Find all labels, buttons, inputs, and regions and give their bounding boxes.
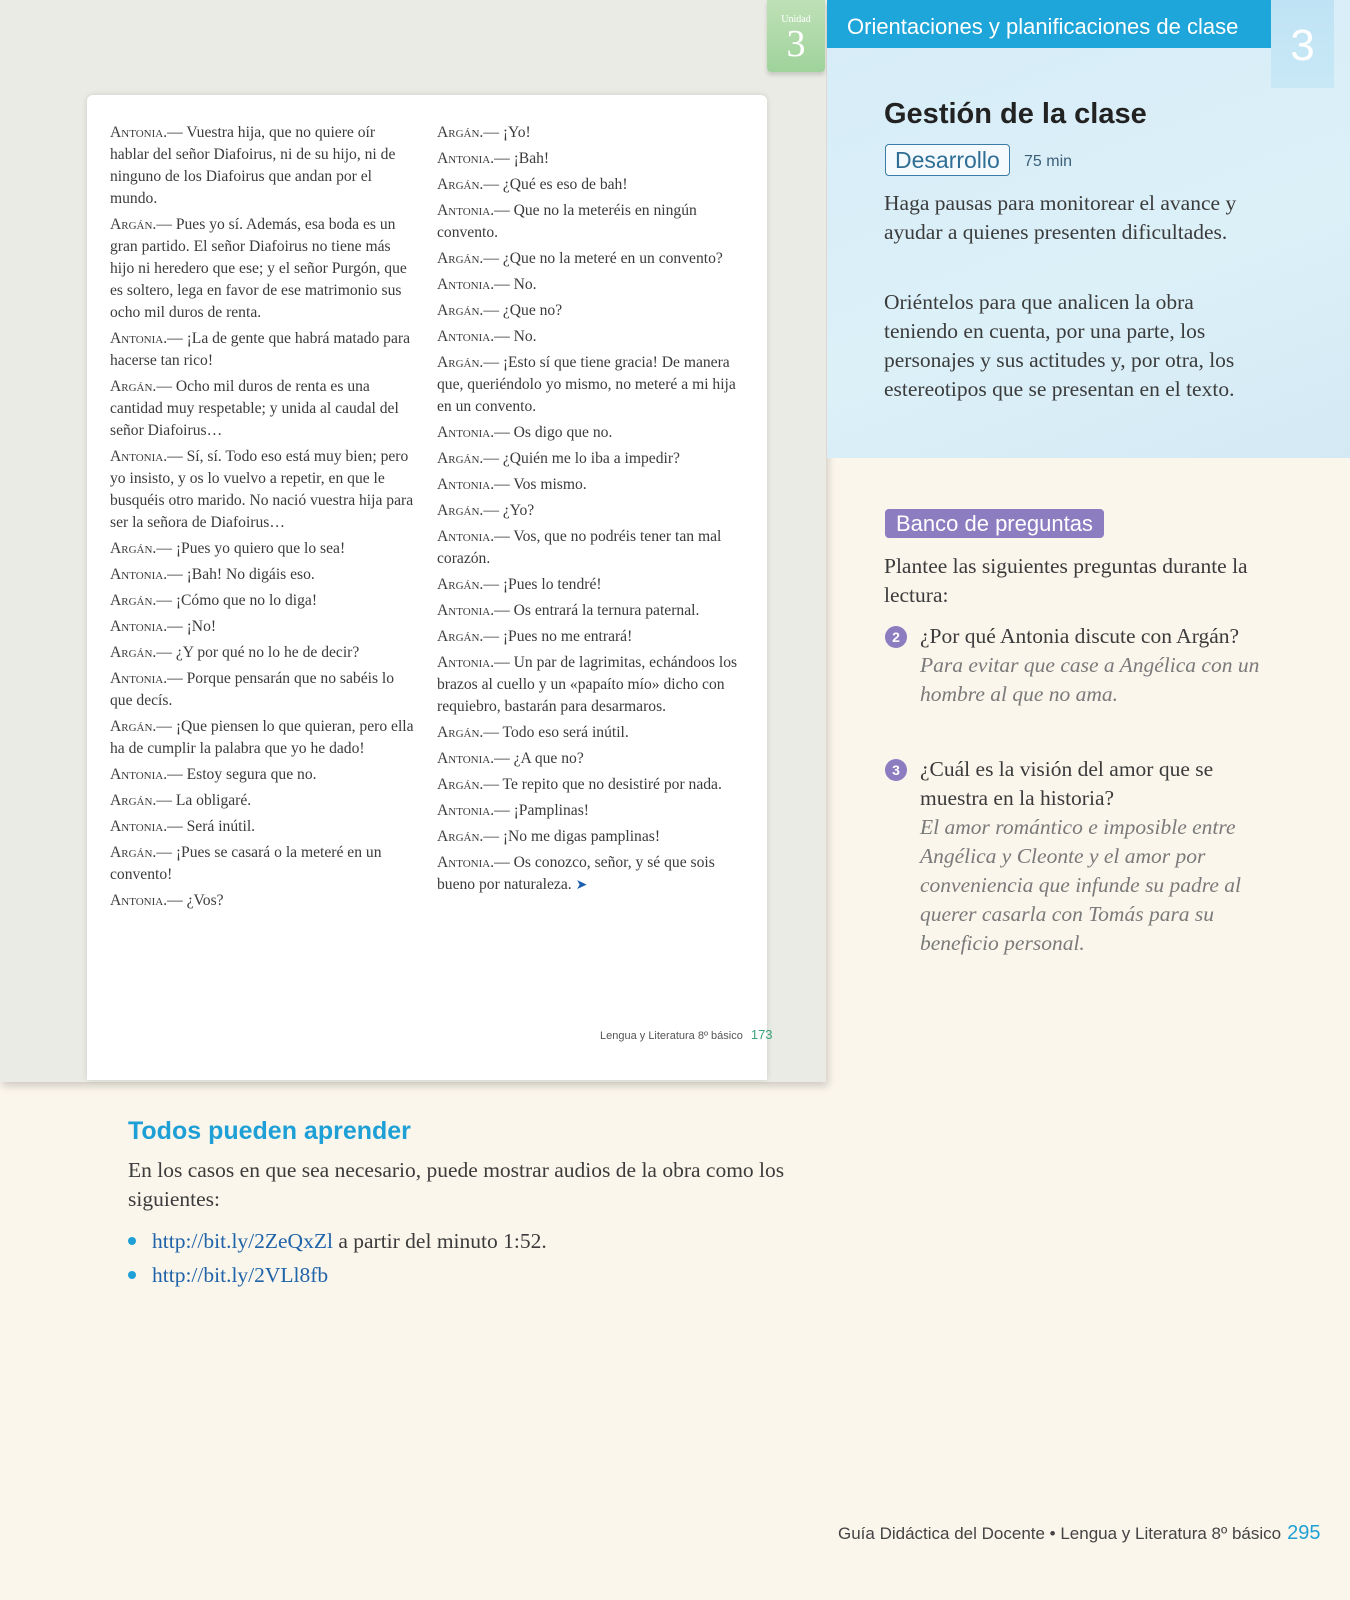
speaker-name: Argán.—	[437, 354, 499, 371]
dialogue-text: Te repito que no desistiré por nada.	[498, 776, 722, 793]
header-title: Orientaciones y planificaciones de clase	[847, 14, 1239, 39]
dialogue-line	[110, 890, 416, 912]
dialogue-text: ¡Pues no me entrará!	[498, 628, 633, 645]
speaker-name: Antonia.—	[437, 476, 510, 493]
dialogue-line	[437, 852, 747, 896]
speaker-name: Antonia.—	[437, 750, 510, 767]
dialogue-text: ¿A que no?	[509, 750, 584, 767]
speaker-name: Argán.—	[110, 216, 172, 233]
dialogue-text: ¡No me digas pamplinas!	[498, 828, 661, 845]
dialogue-line	[437, 652, 747, 718]
dialogue-text: Os entrará la ternura paternal.	[509, 602, 700, 619]
dialogue-text: Será inútil.	[182, 818, 256, 835]
dialogue-text: ¡Pues lo tendré!	[498, 576, 602, 593]
speaker-name: Antonia.—	[437, 802, 510, 819]
dialogue-column-right	[437, 122, 747, 900]
dialogue-text: La obligaré.	[171, 792, 252, 809]
dialogue-line	[110, 642, 416, 664]
list-item	[128, 1224, 547, 1258]
speaker-name: Argán.—	[110, 378, 172, 395]
dialogue-text: ¡La de gente que habrá matado para hacerse tan rico!	[110, 330, 411, 369]
dialogue-text: Vos, que no podréis tener tan mal corazón.	[437, 528, 722, 567]
speaker-name: Argán.—	[437, 124, 499, 141]
question-item	[885, 755, 1270, 958]
dialogue-line	[437, 626, 747, 648]
speaker-name: Antonia.—	[110, 566, 183, 583]
speaker-name: Argán.—	[110, 592, 172, 609]
dialogue-line	[437, 826, 747, 848]
dialogue-line	[110, 376, 416, 442]
dialogue-line	[437, 500, 747, 522]
gestion-title: Gestión de la clase	[884, 98, 1147, 130]
dialogue-line	[110, 214, 416, 324]
dialogue-text: ¿Vos?	[182, 892, 224, 909]
question-answer: Para evitar que case a Angélica con un hombre al que no ama.	[920, 653, 1260, 706]
dialogue-line	[437, 526, 747, 570]
unit-tab	[767, 0, 825, 72]
unit-tab-number: 3	[786, 23, 806, 65]
dialogue-line	[437, 722, 747, 744]
question-text: ¿Cuál es la visión del amor que se muestra en la historia?	[920, 757, 1214, 810]
dialogue-text: ¿Qué es eso de bah!	[498, 176, 628, 193]
speaker-name: Argán.—	[437, 502, 499, 519]
speaker-name: Antonia.—	[437, 424, 510, 441]
speaker-name: Antonia.—	[110, 124, 183, 141]
dialogue-line	[437, 448, 747, 470]
dialogue-text: ¡Esto sí que tiene gracia! De manera que, queriéndolo yo mismo, no meteré a mi hija en un convento.	[437, 354, 736, 415]
dialogue-line	[437, 326, 747, 348]
banco-intro: Plantee las siguientes preguntas durante la lectura:	[884, 554, 1248, 607]
dialogue-line	[110, 538, 416, 560]
dialogue-line	[437, 574, 747, 596]
speaker-name: Argán.—	[110, 540, 172, 557]
bullet-icon	[128, 1237, 136, 1245]
book-footer-text: Lengua y Literatura 8º básico	[600, 1030, 743, 1042]
speaker-name: Antonia.—	[437, 602, 510, 619]
book-page-number: 173	[750, 1027, 773, 1042]
audio-link-1[interactable]: http://bit.ly/2ZeQxZl	[152, 1229, 333, 1253]
speaker-name: Argán.—	[437, 576, 499, 593]
speaker-name: Antonia.—	[110, 766, 183, 783]
speaker-name: Argán.—	[437, 302, 499, 319]
dialogue-text: Ocho mil duros de renta es una cantidad muy respetable; y unida al caudal del señor Diafoirus…	[110, 378, 399, 439]
dialogue-line	[437, 474, 747, 496]
question-number: 2	[885, 626, 907, 648]
dialogue-line	[110, 842, 416, 886]
dialogue-line	[437, 122, 747, 144]
question-item	[885, 622, 1270, 709]
dialogue-line	[437, 600, 747, 622]
dialogue-text: ¡Pues yo quiero que lo sea!	[171, 540, 346, 557]
dialogue-line	[437, 352, 747, 418]
speaker-name: Argán.—	[437, 828, 499, 845]
speaker-name: Antonia.—	[437, 328, 510, 345]
dialogue-text: No.	[509, 276, 537, 293]
desarrollo-badge: Desarrollo	[885, 144, 1010, 176]
dialogue-line	[437, 800, 747, 822]
dialogue-text: Todo eso será inútil.	[498, 724, 629, 741]
dialogue-line	[110, 668, 416, 712]
dialogue-text: ¡No!	[182, 618, 217, 635]
dialogue-line	[437, 422, 747, 444]
dialogue-text: Pues yo sí. Además, esa boda es un gran partido. El señor Diafoirus no tiene más hijo ni heredero que ese; y el señor Purgón, que es soltero, lega en favor de ese matrimonio sus ocho mil duros de renta.	[110, 216, 407, 321]
dialogue-column-left	[110, 122, 416, 916]
dialogue-line	[110, 764, 416, 786]
speaker-name: Antonia.—	[110, 618, 183, 635]
dialogue-line	[110, 328, 416, 372]
dialogue-text: ¿Que no la meteré en un convento?	[498, 250, 723, 267]
page-footer	[838, 1522, 1320, 1545]
gestion-paragraph-2: Oriéntelos para que analicen la obra teniendo en cuenta, por una parte, los personajes y sus actitudes y, por otra, los estereotipos que se presentan en el texto.	[884, 290, 1235, 401]
page-footer-text: Guía Didáctica del Docente • Lengua y Literatura 8º básico	[838, 1524, 1282, 1543]
continue-arrow-icon: ➤	[575, 877, 588, 893]
dialogue-text: ¡Cómo que no lo diga!	[171, 592, 318, 609]
dialogue-text: ¿Yo?	[498, 502, 535, 519]
dialogue-text: ¡Pamplinas!	[509, 802, 589, 819]
audio-link-2[interactable]: http://bit.ly/2VLl8fb	[152, 1263, 329, 1287]
speaker-name: Antonia.—	[437, 202, 510, 219]
dialogue-text: ¿Y por qué no lo he de decir?	[171, 644, 360, 661]
dialogue-line	[437, 248, 747, 270]
speaker-name: Argán.—	[437, 250, 499, 267]
dialogue-text: ¡Bah! No digáis eso.	[182, 566, 315, 583]
dialogue-text: Sí, sí. Todo eso está muy bien; pero yo insisto, y os lo vuelvo a repetir, en que le busquéis otro marido. No nació vuestra hija para ser la señora de Diafoirus…	[110, 448, 414, 531]
speaker-name: Antonia.—	[437, 854, 510, 871]
dialogue-line	[437, 148, 747, 170]
speaker-name: Antonia.—	[110, 670, 183, 687]
dialogue-line	[437, 774, 747, 796]
dialogue-line	[110, 790, 416, 812]
banco-preguntas-badge: Banco de preguntas	[885, 509, 1104, 538]
dialogue-line	[110, 590, 416, 612]
dialogue-line	[437, 274, 747, 296]
dialogue-line	[437, 300, 747, 322]
dialogue-line	[110, 816, 416, 838]
dialogue-text: Que no la meteréis en ningún convento.	[437, 202, 697, 241]
dialogue-text: Un par de lagrimitas, echándoos los brazos al cuello y un «papaíto mío» dicho con requiebro, bastarán para desarmaros.	[437, 654, 738, 715]
book-footer	[600, 1027, 773, 1042]
speaker-name: Antonia.—	[110, 892, 183, 909]
speaker-name: Argán.—	[437, 176, 499, 193]
dialogue-text: Os conozco, señor, y sé que sois bueno por naturaleza.	[437, 854, 715, 893]
dialogue-line	[110, 616, 416, 638]
dialogue-line	[110, 122, 416, 210]
question-number: 3	[885, 759, 907, 781]
speaker-name: Antonia.—	[437, 150, 510, 167]
question-answer: El amor romántico e imposible entre Angélica y Cleonte y el amor por conveniencia que infunde su padre al querer casarla con Tomás para su beneficio personal.	[920, 815, 1242, 955]
dialogue-text: Estoy segura que no.	[182, 766, 317, 783]
duration-label: 75 min	[1024, 153, 1073, 170]
dialogue-text: Porque pensarán que no sabéis lo que decís.	[110, 670, 395, 709]
dialogue-line	[437, 200, 747, 244]
dialogue-text: Os digo que no.	[509, 424, 613, 441]
dialogue-text: No.	[509, 328, 537, 345]
dialogue-line	[437, 748, 747, 770]
dialogue-text: Vuestra hija, que no quiere oír hablar del señor Diafoirus, ni de su hijo, ni de ninguno de los Diafoirus que andan por el mundo.	[110, 124, 396, 207]
speaker-name: Antonia.—	[437, 528, 510, 545]
dialogue-text: ¡Yo!	[498, 124, 531, 141]
speaker-name: Argán.—	[110, 718, 172, 735]
speaker-name: Antonia.—	[110, 818, 183, 835]
speaker-name: Argán.—	[110, 644, 172, 661]
dialogue-text: ¿Que no?	[498, 302, 563, 319]
audio-link-1-suffix: a partir del minuto 1:52.	[332, 1229, 547, 1253]
dialogue-line	[110, 446, 416, 534]
speaker-name: Argán.—	[437, 776, 499, 793]
dialogue-text: Vos mismo.	[509, 476, 587, 493]
speaker-name: Antonia.—	[110, 330, 183, 347]
dialogue-text: ¡Bah!	[509, 150, 550, 167]
dialogue-text: ¡Pues se casará o la meteré en un convento!	[110, 844, 382, 883]
audio-links-list	[128, 1224, 547, 1292]
todos-text: En los casos en que sea necesario, puede mostrar audios de la obra como los siguientes:	[128, 1158, 785, 1211]
speaker-name: Argán.—	[110, 844, 172, 861]
unit-tab-label: Unidad	[781, 14, 811, 25]
speaker-name: Antonia.—	[110, 448, 183, 465]
speaker-name: Argán.—	[437, 724, 499, 741]
list-item	[128, 1258, 547, 1292]
speaker-name: Antonia.—	[437, 654, 510, 671]
dialogue-line	[110, 564, 416, 586]
page-number: 295	[1287, 1522, 1321, 1544]
dialogue-text: ¿Quién me lo iba a impedir?	[498, 450, 680, 467]
dialogue-text: ¡Que piensen lo que quieran, pero ella ha de cumplir la palabra que yo he dado!	[110, 718, 414, 757]
dialogue-line	[437, 174, 747, 196]
todos-title: Todos pueden aprender	[128, 1117, 411, 1145]
speaker-name: Argán.—	[110, 792, 172, 809]
speaker-name: Antonia.—	[437, 276, 510, 293]
gestion-paragraph-1: Haga pausas para monitorear el avance y ayudar a quienes presenten dificultades.	[884, 191, 1237, 244]
header-unit-number: 3	[1271, 0, 1334, 88]
bullet-icon	[128, 1271, 136, 1279]
dialogue-line	[110, 716, 416, 760]
speaker-name: Argán.—	[437, 450, 499, 467]
question-text: ¿Por qué Antonia discute con Argán?	[920, 624, 1240, 648]
speaker-name: Argán.—	[437, 628, 499, 645]
